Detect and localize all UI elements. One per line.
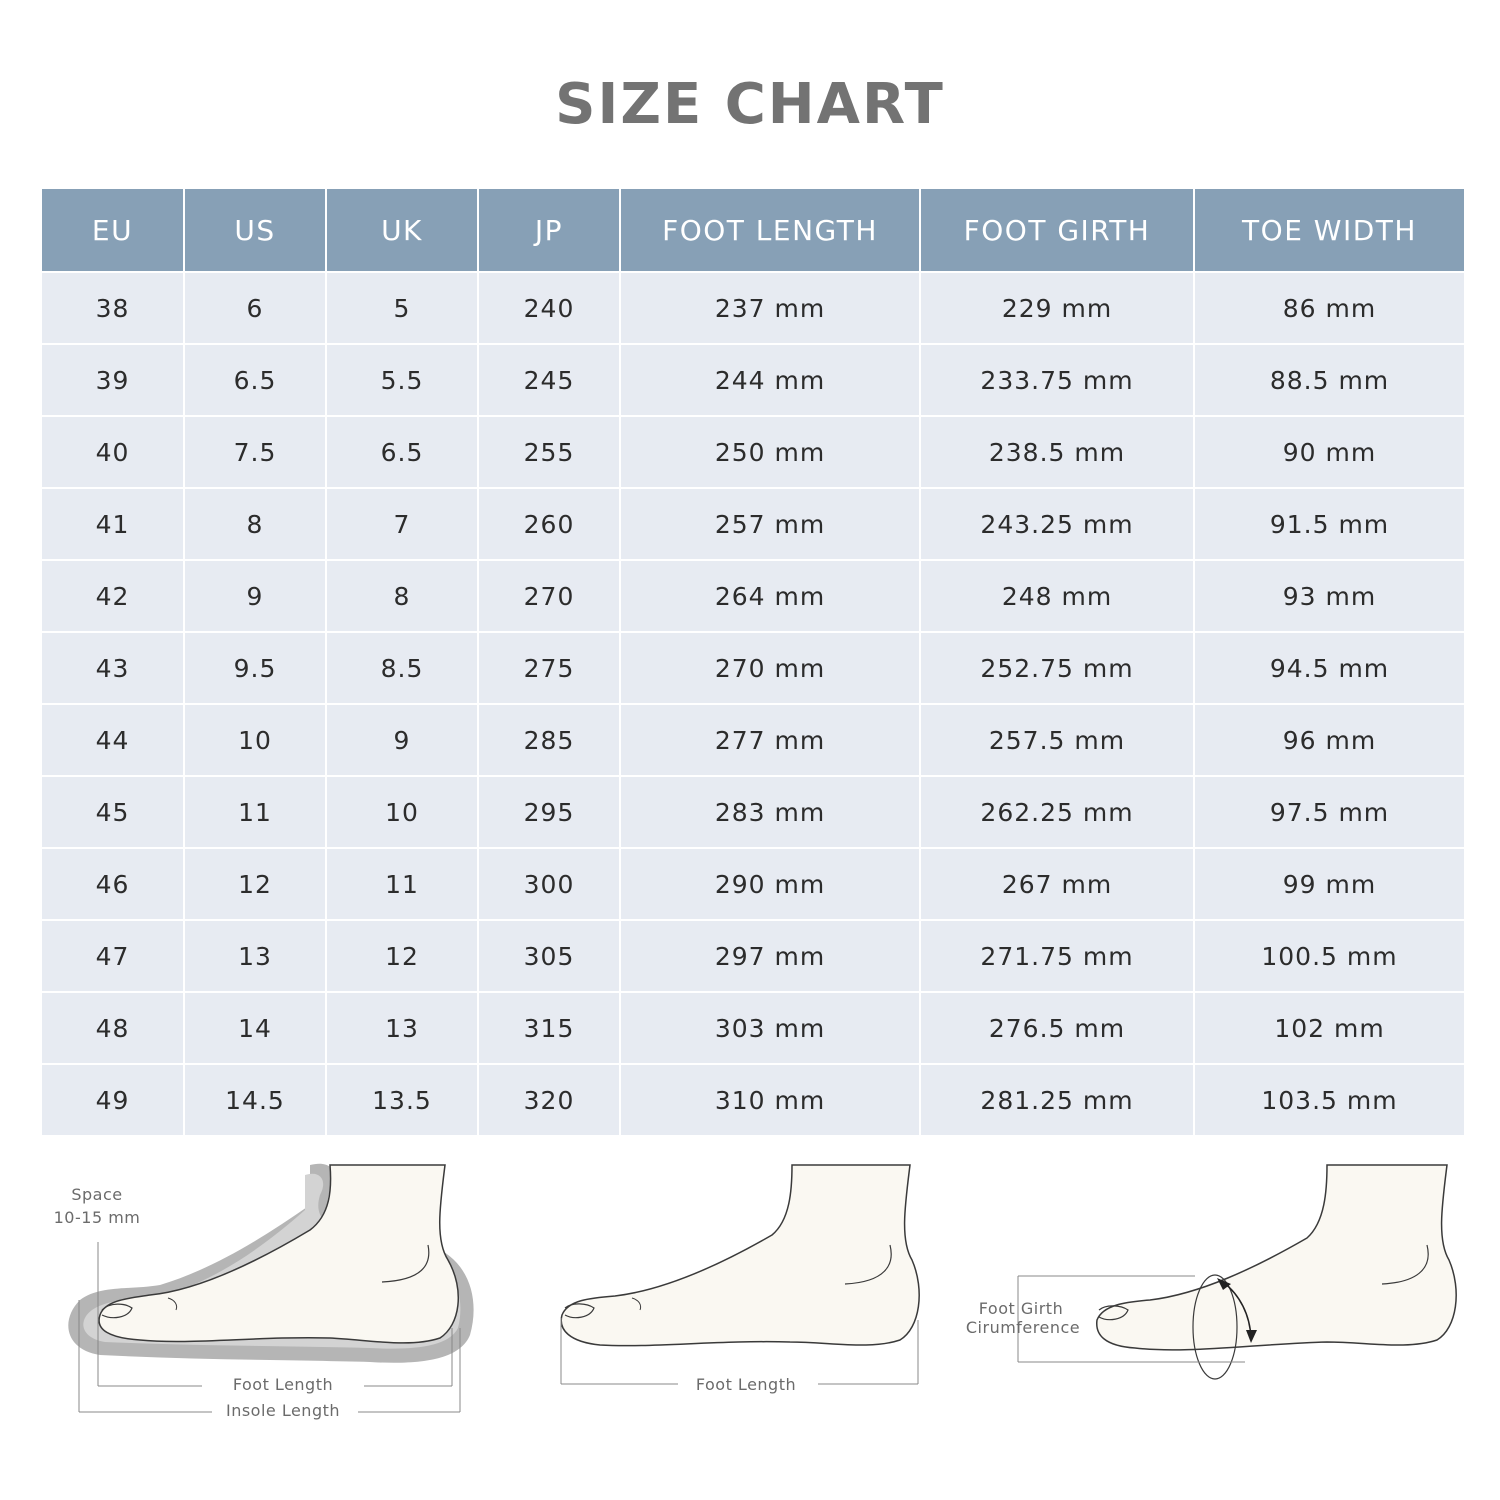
table-cell: 277 mm	[621, 705, 919, 775]
table-cell: 303 mm	[621, 993, 919, 1063]
insole-length-label: Insole Length	[225, 1401, 341, 1420]
table-header-row	[42, 189, 1464, 271]
foot-length-illustration	[540, 1150, 940, 1410]
table-cell: 283 mm	[621, 777, 919, 847]
table-cell: 11	[327, 849, 477, 919]
foot-length-label: Foot Length	[695, 1375, 797, 1394]
column-header: TOE WIDTH	[1195, 189, 1464, 271]
table-cell: 281.25 mm	[921, 1065, 1193, 1135]
foot-shape	[561, 1165, 919, 1346]
table-cell: 270	[479, 561, 619, 631]
table-cell: 6.5	[327, 417, 477, 487]
column-header: EU	[42, 189, 183, 271]
table-row	[42, 345, 1464, 415]
table-cell: 7	[327, 489, 477, 559]
table-cell: 5.5	[327, 345, 477, 415]
insole-illustration	[40, 1150, 500, 1430]
table-cell: 88.5 mm	[1195, 345, 1464, 415]
table-cell: 290 mm	[621, 849, 919, 919]
table-cell: 97.5 mm	[1195, 777, 1464, 847]
table-cell: 252.75 mm	[921, 633, 1193, 703]
table-cell: 45	[42, 777, 183, 847]
table-cell: 244 mm	[621, 345, 919, 415]
table-cell: 8.5	[327, 633, 477, 703]
foot-girth-label: Foot Girth	[978, 1299, 1064, 1318]
table-cell: 46	[42, 849, 183, 919]
foot-girth-illustration	[955, 1150, 1475, 1410]
table-cell: 12	[327, 921, 477, 991]
table-cell: 243.25 mm	[921, 489, 1193, 559]
table-cell: 10	[327, 777, 477, 847]
table-cell: 47	[42, 921, 183, 991]
table-cell: 13	[185, 921, 325, 991]
table-row	[42, 921, 1464, 991]
table-cell: 285	[479, 705, 619, 775]
table-row	[42, 777, 1464, 847]
table-cell: 39	[42, 345, 183, 415]
table-cell: 41	[42, 489, 183, 559]
table-cell: 320	[479, 1065, 619, 1135]
table-cell: 14	[185, 993, 325, 1063]
table-cell: 14.5	[185, 1065, 325, 1135]
table-cell: 264 mm	[621, 561, 919, 631]
table-row	[42, 849, 1464, 919]
table-cell: 237 mm	[621, 273, 919, 343]
table-cell: 5	[327, 273, 477, 343]
table-cell: 8	[185, 489, 325, 559]
table-cell: 245	[479, 345, 619, 415]
table-cell: 238.5 mm	[921, 417, 1193, 487]
column-header: US	[185, 189, 325, 271]
table-cell: 48	[42, 993, 183, 1063]
size-table	[40, 187, 1466, 1137]
table-cell: 275	[479, 633, 619, 703]
table-cell: 86 mm	[1195, 273, 1464, 343]
table-cell: 93 mm	[1195, 561, 1464, 631]
table-cell: 91.5 mm	[1195, 489, 1464, 559]
column-header: JP	[479, 189, 619, 271]
foot-shape	[99, 1165, 458, 1343]
table-cell: 248 mm	[921, 561, 1193, 631]
table-cell: 11	[185, 777, 325, 847]
page-title: SIZE CHART	[555, 72, 945, 137]
table-row	[42, 417, 1464, 487]
foot-length-label: Foot Length	[232, 1375, 334, 1394]
table-cell: 250 mm	[621, 417, 919, 487]
table-cell: 271.75 mm	[921, 921, 1193, 991]
table-cell: 7.5	[185, 417, 325, 487]
table-cell: 300	[479, 849, 619, 919]
table-row	[42, 489, 1464, 559]
space-value-label: 10-15 mm	[53, 1208, 141, 1227]
girth-circumference-label: Cirumference	[965, 1318, 1081, 1337]
table-cell: 49	[42, 1065, 183, 1135]
table-cell: 260	[479, 489, 619, 559]
table-cell: 257.5 mm	[921, 705, 1193, 775]
table-cell: 315	[479, 993, 619, 1063]
table-cell: 9.5	[185, 633, 325, 703]
table-cell: 13.5	[327, 1065, 477, 1135]
table-cell: 267 mm	[921, 849, 1193, 919]
table-cell: 12	[185, 849, 325, 919]
table-row	[42, 993, 1464, 1063]
table-cell: 295	[479, 777, 619, 847]
table-cell: 240	[479, 273, 619, 343]
column-header: UK	[327, 189, 477, 271]
table-cell: 255	[479, 417, 619, 487]
table-cell: 233.75 mm	[921, 345, 1193, 415]
table-cell: 90 mm	[1195, 417, 1464, 487]
table-cell: 43	[42, 633, 183, 703]
table-cell: 297 mm	[621, 921, 919, 991]
table-cell: 257 mm	[621, 489, 919, 559]
table-cell: 6.5	[185, 345, 325, 415]
table-cell: 10	[185, 705, 325, 775]
table-cell: 13	[327, 993, 477, 1063]
foot-shape	[1097, 1165, 1456, 1350]
table-cell: 6	[185, 273, 325, 343]
space-label: Space	[71, 1185, 123, 1204]
table-cell: 9	[327, 705, 477, 775]
column-header: FOOT GIRTH	[921, 189, 1193, 271]
table-cell: 276.5 mm	[921, 993, 1193, 1063]
table-cell: 8	[327, 561, 477, 631]
table-row	[42, 1065, 1464, 1135]
table-cell: 305	[479, 921, 619, 991]
table-cell: 96 mm	[1195, 705, 1464, 775]
table-row	[42, 561, 1464, 631]
table-cell: 100.5 mm	[1195, 921, 1464, 991]
table-cell: 38	[42, 273, 183, 343]
table-cell: 102 mm	[1195, 993, 1464, 1063]
table-cell: 40	[42, 417, 183, 487]
table-cell: 310 mm	[621, 1065, 919, 1135]
table-cell: 9	[185, 561, 325, 631]
table-cell: 229 mm	[921, 273, 1193, 343]
table-cell: 44	[42, 705, 183, 775]
table-row	[42, 705, 1464, 775]
table-cell: 94.5 mm	[1195, 633, 1464, 703]
column-header: FOOT LENGTH	[621, 189, 919, 271]
table-row	[42, 633, 1464, 703]
table-cell: 270 mm	[621, 633, 919, 703]
table-row	[42, 273, 1464, 343]
table-cell: 99 mm	[1195, 849, 1464, 919]
table-cell: 42	[42, 561, 183, 631]
table-cell: 103.5 mm	[1195, 1065, 1464, 1135]
table-cell: 262.25 mm	[921, 777, 1193, 847]
